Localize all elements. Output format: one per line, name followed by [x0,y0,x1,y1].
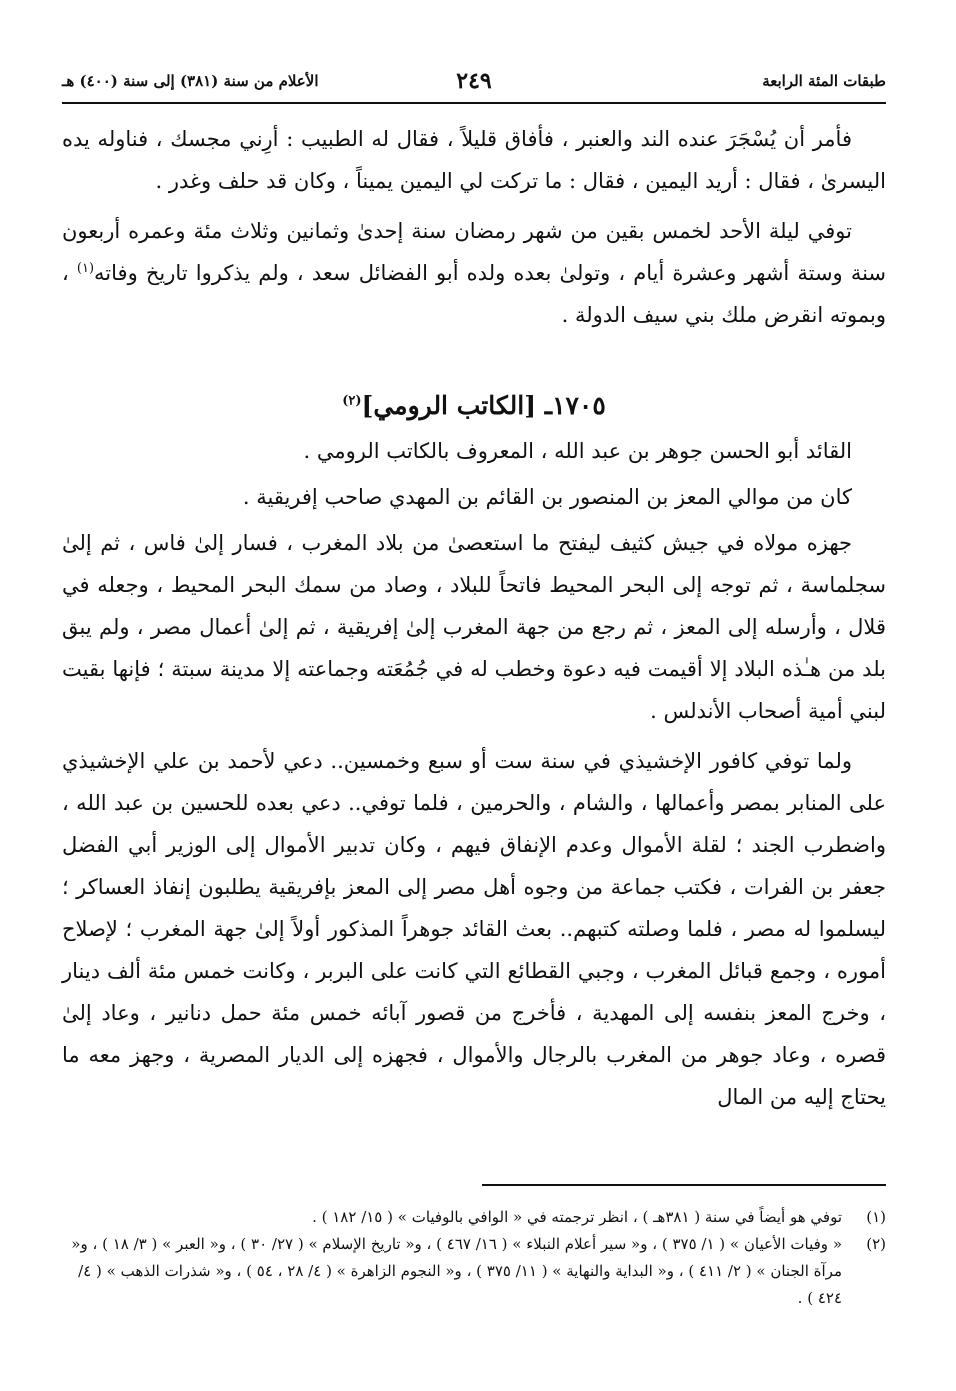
paragraph: ولما توفي كافور الإخشيذي في سنة ست أو سبع وخمسين.. دعي لأحمد بن علي الإخشيذي على المنابر بمصر وأعمالها ، والشام ، والحرمين ، فلما توفي.. دعي بعده للحسين بن عبد الله ، واضطرب الجند ؛ لقلة الأموال وعدم الإنفاق فيهم ، وكان تدبير الأموال إلى الوزير أبي الفضل جعفر بن الفرات ، فكتب جماعة من وجوه أهل مصر إلى المعز بإفريقية يطلبون إنفاذ العساكر ؛ ليسلموا له مصر ، فلما وصلته كتبهم.. بعث القائد جوهراً المذكور أولاً إلىٰ جهة المغرب ؛ لإصلاح أموره ، وجمع قبائل المغرب ، وجبي القطائع التي كانت على البربر ، وكانت خمس مئة ألف دينار ، وخرج المعز بنفسه إلى المهدية ، فأخرج من قصور آبائه خمس مئة حمل دنانير ، وعاد إلىٰ قصره ، وعاد جوهر من المغرب بالرجال والأموال ، فجهزه إلى الديار المصرية ، وجهز معه ما يحتاج إليه من المال [62,749,886,1109]
entry-heading [62,386,886,426]
paragraph-text: توفي ليلة الأحد لخمس بقين من شهر رمضان سنة إحدىٰ وثمانين وثلاث مئة وعمره أربعون سنة وستة أشهر وعشرة أيام ، وتولىٰ بعده ولده أبو الفضائل سعد ، ولم يذكروا تاريخ وفاته [62,219,887,285]
header-section-range: الأعلام من سنة (٣٨١) إلى سنة (٤٠٠) هـ [62,72,319,90]
entry-title: ١٧٠٥ـ [الكاتب الرومي] [361,391,606,420]
header-rule [62,102,886,104]
footnote-ref: (١) [76,261,95,276]
footnote-rule [482,1184,886,1186]
paragraph: فأمر أن يُسْجَرَ عنده الند والعنبر ، فأفاق قليلاً ، فقال له الطبيب : أرِني مجسك ، فناوله يده اليسرىٰ ، فقال : أريد اليمين ، فقال : ما تركت لي اليمين يميناً ، وكان قد حلف وغدر . [62,127,886,193]
footnote [62,1204,886,1231]
paragraph-text: ، وبموته انقرض ملك بني سيف الدولة . [62,261,886,327]
footnote-text: « وفيات الأعيان » ( ١/ ٣٧٥ ) ، و« سير أعلام النبلاء » ( ١٦/ ٤٦٧ ) ، و« تاريخ الإسلام » ( ٢٧/ ٣٠ ) ، و« العبر » ( ٣/ ١٨ ) ، و« مرآة الجنان » ( ٢/ ٤١١ ) ، و« البداية والنهاية » ( ١١/ ٣٧٥ ) ، و« النجوم الزاهرة » ( ٤/ ٢٨ ، ٥٤ ) ، و« شذرات الذهب » ( ٤/ ٤٢٤ ) . [71,1235,842,1307]
footnote-ref: (٢) [342,393,362,409]
footnote-text: توفي هو أيضاً في سنة ( ٣٨١هـ ) ، انظر ترجمته في « الوافي بالوفيات » ( ١٥/ ١٨٢ ) . [312,1208,842,1226]
paragraph: القائد أبو الحسن جوهر بن عبد الله ، المعروف بالكاتب الرومي . [303,439,852,463]
footnote-number: (٢) [866,1235,886,1253]
header-book-title: طبقات المئة الرابعة [762,72,886,90]
main-text [62,118,886,1118]
footnotes [62,1204,886,1312]
running-header [62,68,886,96]
footnote [62,1231,886,1312]
paragraph [62,210,886,336]
paragraph: كان من موالي المعز بن المنصور بن القائم بن المهدي صاحب إفريقية . [242,485,852,509]
paragraph: جهزه مولاه في جيش كثيف ليفتح ما استعصىٰ من بلاد المغرب ، فسار إلىٰ فاس ، ثم إلىٰ سجلماسة ، ثم توجه إلى البحر المحيط فاتحاً للبلاد ، وصاد من سمك البحر المحيط ، وجعله في قلال ، وأرسله إلى المعز ، ثم رجع من جهة المغرب إلىٰ إفريقية ، ثم إلىٰ أعمال مصر ، ولم يبق بلد من هـٰذه البلاد إلا أقيمت فيه دعوة وخطب له في جُمُعَته وجماعته إلا مدينة سبتة ؛ فإنها بقيت لبني أمية أصحاب الأندلس . [62,531,886,723]
page-number: ٢٤٩ [456,68,492,94]
footnote-number: (١) [866,1208,886,1226]
